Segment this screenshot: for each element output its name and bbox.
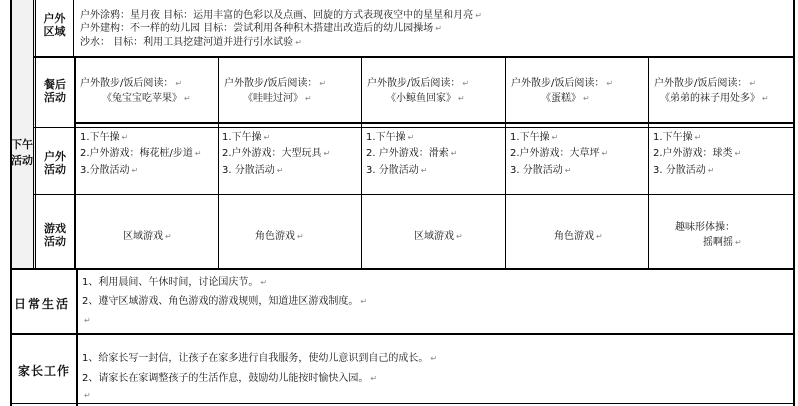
games-cell: 角色游戏 ↵ (255, 231, 304, 242)
daily-life-label: 日常生活 (14, 297, 71, 311)
after-meal-cell: 《小鲸鱼回家》 ↵ (386, 93, 465, 104)
table-left-border (10, 0, 12, 406)
grid-line (361, 56, 362, 268)
outdoor-activity-cell: 2.户外游戏：大型玩具 ↵ (222, 148, 331, 159)
outdoor-area-line: 户外涂鸦：星月夜 目标：运用丰富的色彩以及点画、回旋的方式表现夜空中的星星和月亮 ↵ (80, 10, 482, 21)
grid-line (10, 268, 794, 270)
after-meal-cell: 户外散步/饭后阅读： ↵ (511, 78, 614, 89)
grid-line (33, 127, 794, 128)
outdoor-activity-cell: 3. 分散活动 ↵ (222, 165, 284, 176)
grid-line (74, 122, 794, 124)
after-meal-cell: 《兔宝宝吃苹果》 ↵ (102, 93, 191, 104)
outdoor-activity-cell: 2.户外游戏：梅花桩/步道 ↵ (80, 148, 202, 159)
outdoor-activity-cell: 3. 分散活动 ↵ (510, 165, 572, 176)
outdoor-activity-cell: 3.分散活动 ↵ (80, 165, 139, 176)
after-meal-label: 餐后 活动 (44, 78, 66, 104)
outdoor-activity-cell: 1.下午操 ↵ (366, 132, 415, 143)
grid-line (505, 56, 506, 268)
grid-line (76, 268, 78, 406)
outdoor-activity-label: 户外 活动 (44, 150, 66, 176)
table-right-border (793, 0, 795, 406)
grid-line (218, 56, 219, 268)
after-meal-cell: 户外散步/饭后阅读： ↵ (80, 78, 183, 89)
outdoor-area-line: 沙水： 目标：利用工具挖建河道并进行引水试验 ↵ (80, 37, 302, 48)
grid-line (10, 403, 794, 404)
outdoor-activity-cell: 1.下午操 ↵ (653, 132, 702, 143)
games-cell: 摇啊摇 ↵ (703, 237, 742, 248)
paragraph-mark: ↵ (84, 391, 91, 400)
outdoor-activity-cell: 2.户外游戏：大草坪 ↵ (510, 148, 609, 159)
outdoor-area-line: 户外建构：不一样的幼儿园 目标：尝试利用各种积木搭建出改造后的幼儿园操场 ↵ (80, 23, 442, 34)
grid-line (648, 56, 649, 268)
parents-work-line: 1、给家长写一封信，让孩子在家多进行自我服务，使幼儿意识到自己的成长。 ↵ (82, 353, 438, 364)
after-meal-cell: 户外散步/饭后阅读： ↵ (654, 78, 757, 89)
grid-line (33, 56, 794, 58)
after-meal-cell: 户外散步/饭后阅读： ↵ (224, 78, 327, 89)
afternoon-label: 下午 活动 (11, 138, 33, 167)
outdoor-activity-cell: 3. 分散活动 ↵ (653, 165, 715, 176)
outdoor-activity-cell: 2.户外游戏：球类 ↵ (653, 148, 742, 159)
after-meal-cell: 《弟弟的袜子用处多》 ↵ (660, 93, 769, 104)
after-meal-cell: 《哇哇过河》 ↵ (243, 93, 312, 104)
grid-line (73, 0, 74, 56)
outdoor-activity-cell: 2. 户外游戏：滑索 ↵ (366, 148, 458, 159)
paragraph-mark: ↵ (84, 316, 91, 325)
grid-line (74, 56, 76, 268)
outdoor-activity-cell: 1.下午操 ↵ (510, 132, 559, 143)
parents-work-line: 2、请家长在家调整孩子的生活作息，鼓励幼儿能按时愉快入园。 ↵ (82, 373, 378, 384)
after-meal-cell: 户外散步/饭后阅读： ↵ (367, 78, 470, 89)
games-cell: 区域游戏 ↵ (123, 231, 172, 242)
after-meal-cell: 《蛋糕》 ↵ (541, 93, 590, 104)
games-cell: 区域游戏 ↵ (414, 231, 463, 242)
games-cell: 角色游戏 ↵ (554, 231, 603, 242)
outdoor-activity-cell: 1.下午操 ↵ (80, 132, 129, 143)
games-cell: 趣味形体操： (675, 222, 735, 233)
games-label: 游戏 活动 (44, 222, 66, 248)
outdoor-activity-cell: 1.下午操 ↵ (222, 132, 271, 143)
parents-work-label: 家长工作 (18, 364, 71, 378)
grid-line (10, 333, 794, 335)
outdoor-area-label: 户外 区域 (43, 12, 66, 38)
daily-life-line: 2、遵守区域游戏、角色游戏的游戏规则，知道进区游戏制度。 ↵ (82, 296, 368, 307)
grid-line (33, 194, 794, 195)
outdoor-activity-cell: 3. 分散活动 ↵ (366, 165, 428, 176)
daily-life-line: 1、利用晨间、午休时间，讨论国庆节。 ↵ (82, 277, 268, 288)
